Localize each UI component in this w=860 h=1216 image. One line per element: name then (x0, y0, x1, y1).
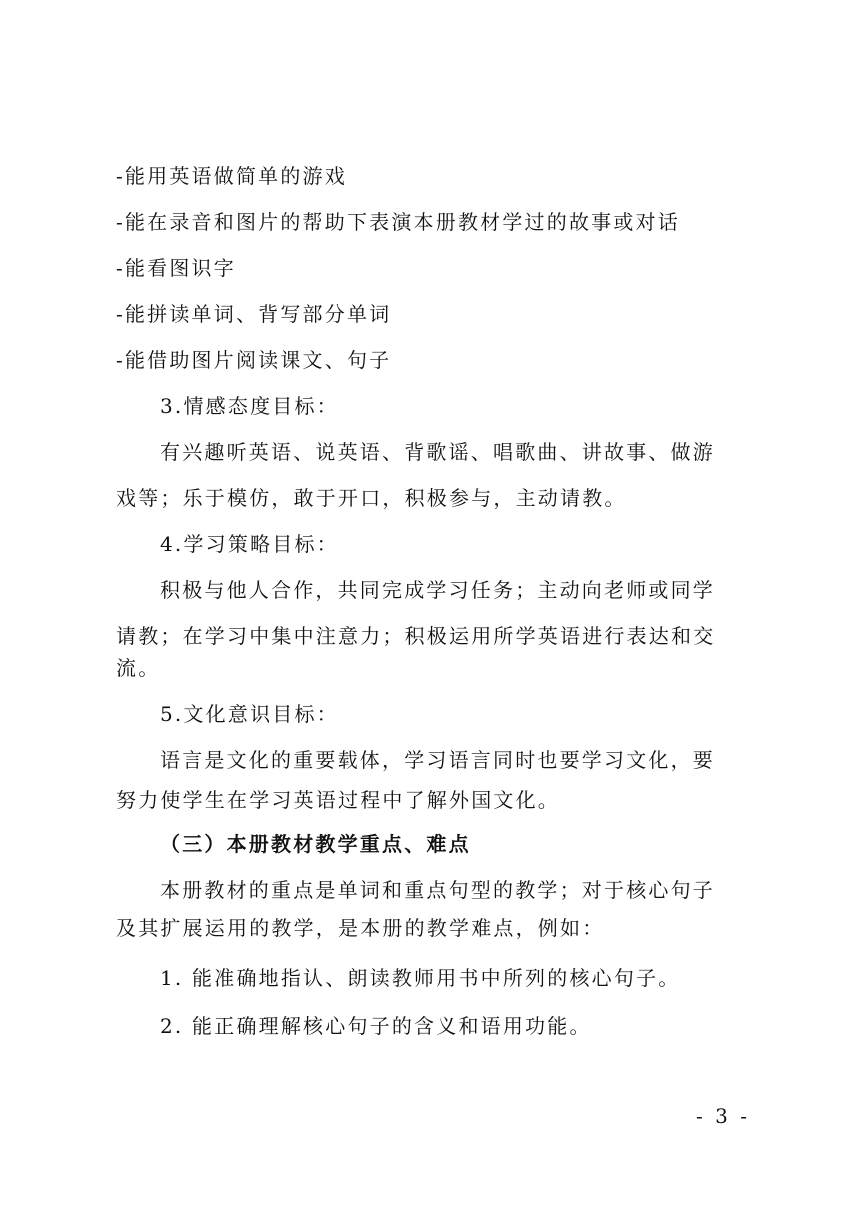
paragraph-line: 流。 (116, 656, 161, 680)
list-item: -能看图识字 (116, 256, 236, 280)
paragraph-line: 戏等；乐于模仿，敢于开口，积极参与，主动请教。 (116, 486, 627, 510)
list-item: 1. 能准确地指认、朗读教师用书中所列的核心句子。 (160, 966, 681, 990)
paragraph-line: 有兴趣听英语、说英语、背歌谣、唱歌曲、讲故事、做游 (160, 440, 715, 464)
section-title: （三）本册教材教学重点、难点 (160, 832, 471, 856)
section-heading: 5.文化意识目标： (160, 702, 339, 726)
section-heading: 4.学习策略目标： (160, 532, 339, 556)
list-item: -能用英语做简单的游戏 (116, 164, 347, 188)
paragraph-line: 语言是文化的重要载体，学习语言同时也要学习文化，要 (160, 748, 715, 772)
paragraph-line: 请教；在学习中集中注意力；积极运用所学英语进行表达和交 (116, 624, 716, 648)
paragraph-line: 积极与他人合作，共同完成学习任务；主动向老师或同学 (160, 578, 715, 602)
page-number: - 3 - (696, 1104, 750, 1128)
paragraph-line: 及其扩展运用的教学，是本册的教学难点，例如： (116, 916, 605, 940)
section-heading: 3.情感态度目标： (160, 394, 339, 418)
list-item: -能拼读单词、背写部分单词 (116, 302, 392, 326)
list-item: -能在录音和图片的帮助下表演本册教材学过的故事或对话 (116, 210, 680, 234)
list-item: -能借助图片阅读课文、句子 (116, 348, 392, 372)
paragraph-line: 努力使学生在学习英语过程中了解外国文化。 (116, 788, 560, 812)
paragraph-line: 本册教材的重点是单词和重点句型的教学；对于核心句子 (160, 878, 715, 902)
list-item: 2. 能正确理解核心句子的含义和语用功能。 (160, 1014, 592, 1038)
